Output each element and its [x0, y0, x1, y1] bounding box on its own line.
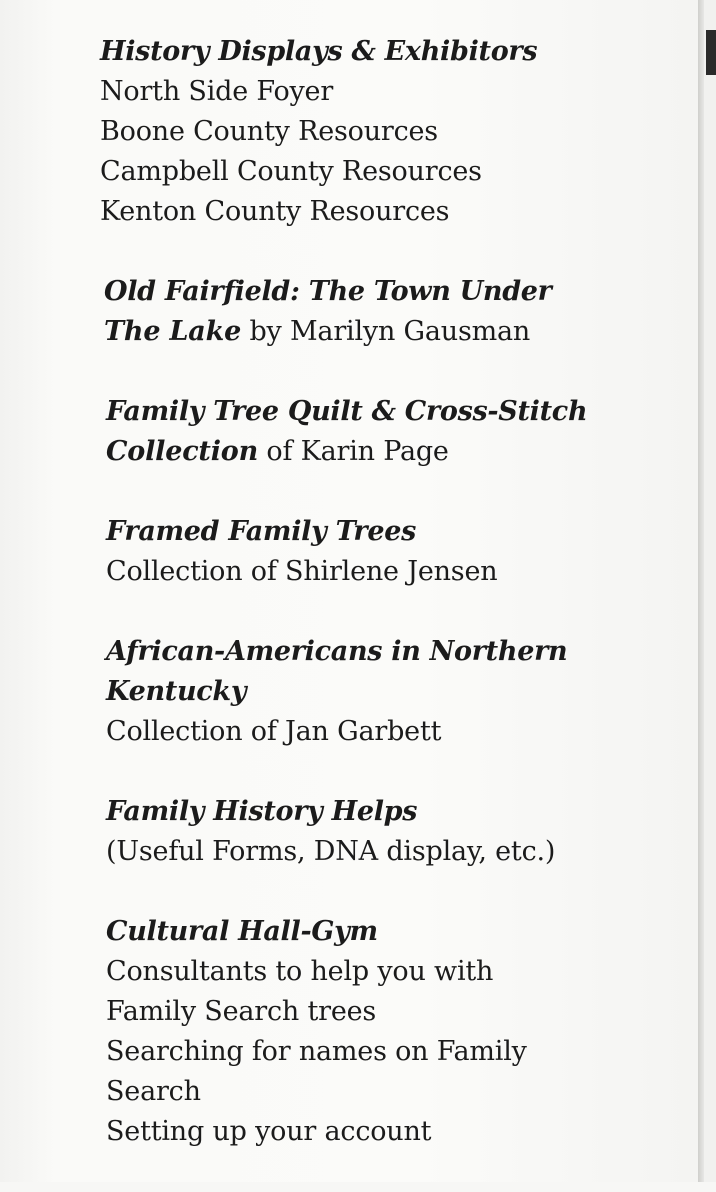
heading-continuation-line [104, 312, 690, 352]
list-item: Searching for names on Family [106, 1036, 527, 1067]
exhibit-listing [100, 32, 690, 1192]
section-cultural-hall [106, 912, 690, 1152]
section-african-americans [106, 632, 690, 752]
section-heading: African-Americans in Northern [106, 636, 568, 667]
list-item: Family Search trees [106, 996, 377, 1027]
list-item: Campbell County Resources [100, 156, 482, 187]
section-heading: Cultural Hall-Gym [106, 916, 378, 947]
list-item: Search [106, 1076, 201, 1107]
section-family-history-helps [106, 792, 690, 872]
heading-continuation-line [106, 432, 690, 472]
section-heading: Old Fairfield: The Town Under [104, 276, 552, 307]
byline: by Marilyn Gausman [241, 316, 531, 347]
heading-continuation: Kentucky [106, 676, 247, 707]
list-item: Collection of Shirlene Jensen [106, 556, 498, 587]
list-item: Kenton County Resources [100, 196, 450, 227]
section-heading: Framed Family Trees [106, 516, 417, 547]
section-history-displays [100, 32, 690, 232]
list-item: Setting up your account [106, 1116, 432, 1147]
section-heading: History Displays & Exhibitors [100, 36, 538, 67]
heading-continuation: The Lake [104, 316, 242, 347]
list-item: North Side Foyer [100, 76, 334, 107]
byline: of Karin Page [258, 436, 449, 467]
heading-continuation: Collection [106, 436, 258, 467]
section-framed-family-trees [106, 512, 690, 592]
page-edge-strip [704, 0, 716, 1182]
list-item: (Useful Forms, DNA display, etc.) [106, 836, 556, 867]
edge-mark [706, 30, 716, 75]
list-item: Boone County Resources [100, 116, 438, 147]
section-family-tree-quilt [106, 392, 690, 472]
section-old-fairfield [104, 272, 690, 352]
list-item: Consultants to help you with [106, 956, 494, 987]
list-item: Collection of Jan Garbett [106, 716, 442, 747]
section-heading: Family Tree Quilt & Cross-Stitch [106, 396, 588, 427]
section-heading: Family History Helps [106, 796, 418, 827]
